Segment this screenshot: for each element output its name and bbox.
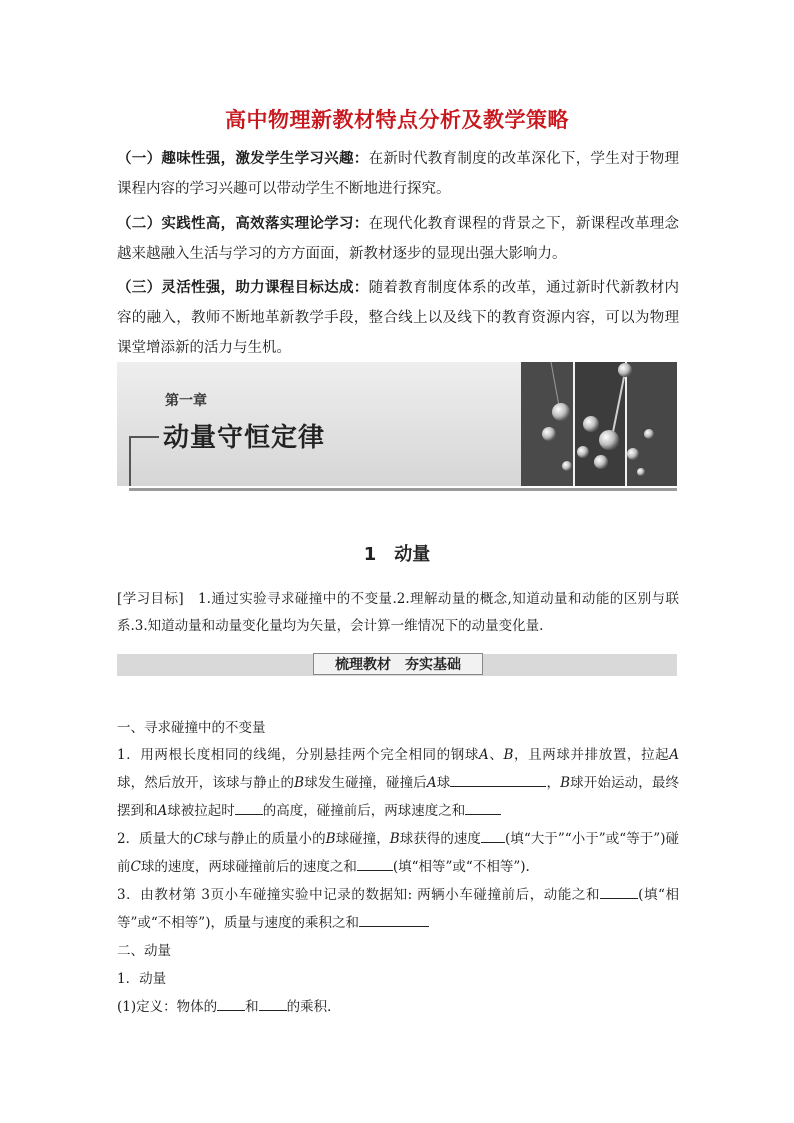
- intro-lead-1: （一）趣味性强，激发学生学习兴趣：: [117, 151, 369, 167]
- question-1: 1．用两根长度相同的线绳，分别悬挂两个完全相同的钢球A、B，且两球并排放置，拉起A球，然后放开，该球与静止的B球发生碰撞，碰撞后A球 ，B球开始运动，最终摆到和A球被拉起时 的高度，碰撞前后，两球速度之和: [117, 747, 680, 819]
- chapter-banner: [117, 362, 677, 500]
- banner-rule: [129, 436, 159, 438]
- intro-text-1: 在新时代教育制度的改革深化下，学生对于物理课程内容的学习兴趣可以带动学生不断地进行探究。: [117, 151, 680, 197]
- answer-blank[interactable]: [259, 996, 287, 1011]
- heading-2: 二、动量: [117, 943, 171, 959]
- heading-1: 一、寻求碰撞中的不变量: [117, 720, 266, 736]
- section-bar-right: 夯实基础: [405, 657, 461, 673]
- intro-lead-2: （二）实践性高，高效落实理论学习：: [117, 216, 369, 232]
- heading-3: 1．动量: [117, 971, 167, 987]
- learning-goals-label: [学习目标]: [117, 591, 184, 607]
- answer-blank[interactable]: [357, 856, 393, 871]
- question-3: 3．由教材第 3页小车碰撞实验中记录的数据知: 两辆小车碰撞前后，动能之和 (填“相等”或“不相等”)，质量与速度的乘积之和: [117, 881, 679, 937]
- banner-photo: [521, 362, 677, 486]
- section-bar: [117, 654, 677, 676]
- chapter-title: 动量守恒定律: [163, 423, 326, 453]
- answer-blank[interactable]: [481, 828, 505, 843]
- intro-paragraph-2: [117, 209, 679, 269]
- answer-blank[interactable]: [217, 996, 245, 1011]
- section-bar-left: 梳理教材: [335, 657, 391, 673]
- intro-lead-3: （三）灵活性强，助力课程目标达成：: [117, 280, 369, 296]
- answer-blank[interactable]: [359, 912, 429, 927]
- intro-text-3: 随着教育制度体系的改革，通过新时代新教材内容的融入，教师不断地革新教学手段，整合线上以及线下的教育资源内容，可以为物理课堂增添新的活力与生机。: [117, 280, 680, 356]
- answer-blank[interactable]: [600, 884, 638, 899]
- page-title: 高中物理新教材特点分析及教学策略: [225, 108, 569, 132]
- chapter-label: 第一章: [165, 393, 207, 409]
- intro-paragraph-3: [117, 273, 679, 363]
- collision-balls-image: [521, 362, 677, 486]
- learning-goals-text: 1.通过实验寻求碰撞中的不变量.2.理解动量的概念,知道动量和动能的区别与联系.3.知道动量和动量变化量均为矢量，会计算一维情况下的动量变化量.: [117, 591, 679, 634]
- answer-blank[interactable]: [450, 772, 546, 787]
- banner-bottom-rule: [129, 488, 677, 491]
- section-title: 1 动量: [363, 544, 431, 565]
- banner-rule-vertical: [129, 436, 131, 486]
- intro-paragraph-1: [117, 144, 679, 204]
- question-2: 2．质量大的C球与静止的质量小的B球碰撞，B球获得的速度 (填“大于”“小于”或“等于”)碰前C球的速度，两球碰撞前后的速度之和 (填“相等”或“不相等”).: [117, 825, 679, 881]
- definition-line: (1)定义：物体的 和 的乘积．: [117, 993, 679, 1021]
- learning-goals: [117, 586, 679, 640]
- answer-blank[interactable]: [465, 800, 501, 815]
- section-bar-label: [313, 653, 483, 675]
- answer-blank[interactable]: [235, 800, 263, 815]
- intro-text-2: 在现代化教育课程的背景之下，新课程改革理念越来越融入生活与学习的方方面面，新教材逐步的显现出强大影响力。: [117, 216, 680, 262]
